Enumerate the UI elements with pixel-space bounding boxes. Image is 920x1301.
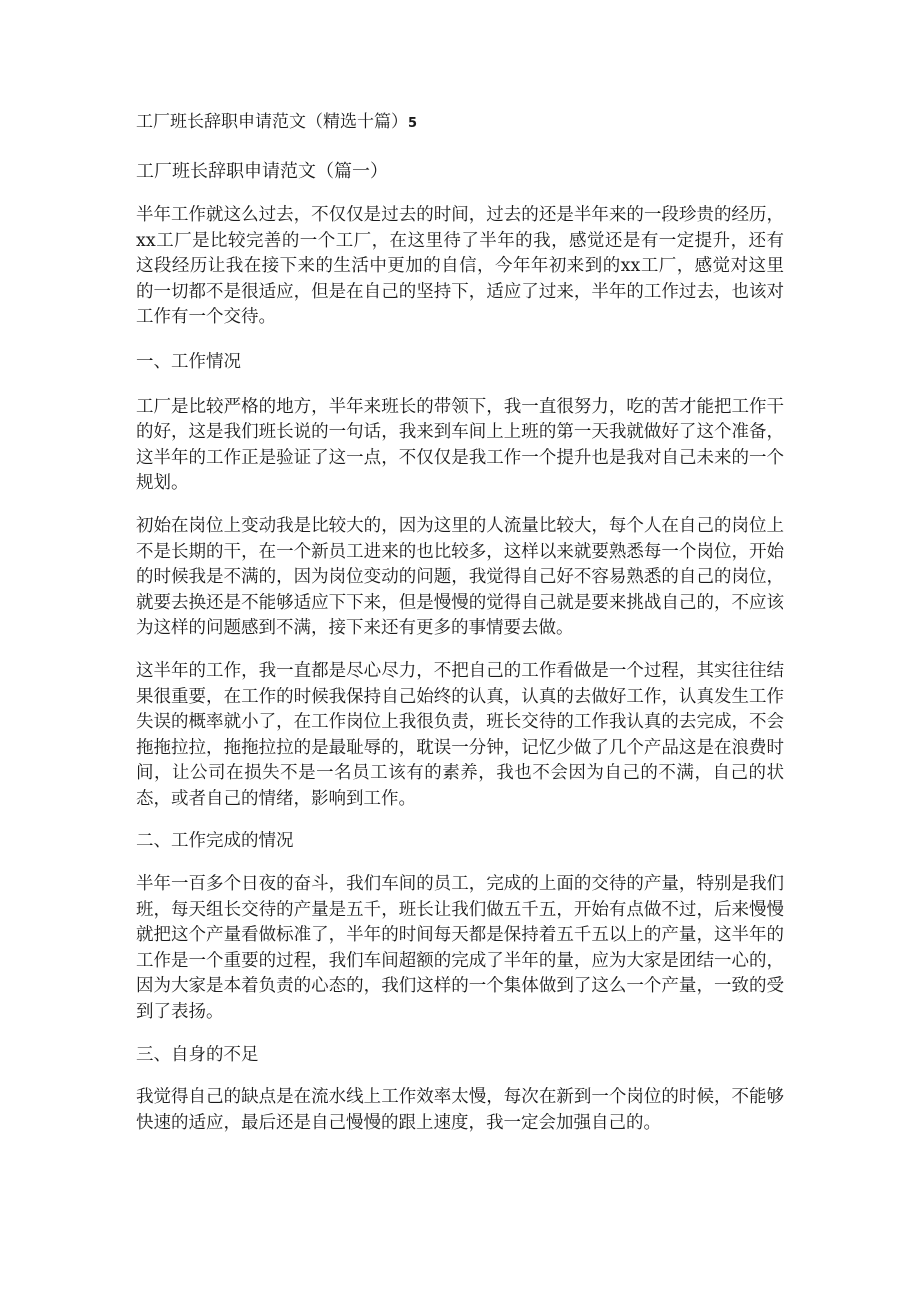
paragraph-shortcomings: 我觉得自己的缺点是在流水线上工作效率太慢，每次在新到一个岗位的时候，不能够快速的适应，最后还是自己慢慢的跟上速度，我一定会加强自己的。 xyxy=(136,1087,784,1133)
paragraph-diligence: 这半年的工作，我一直都是尽心尽力，不把自己的工作看做是一个过程，其实往往结果很重要，在工作的时候我保持自己始终的认真，认真的去做好工作，认真发生工作失误的概率就小了，在工作岗位上我很负责，班长交待的工作我认真的去完成，不会拖拖拉拉，拖拖拉拉的是最耻辱的，耽误一分钟，记忆少做了几个产品这是在浪费时间，让公司在损失不是一名员工该有的素养，我也不会因为自己的不满，自己的状态，或者自己的情绪，影响到工作。 xyxy=(136,660,784,809)
paragraph-work-completion: 半年一百多个日夜的奋斗，我们车间的员工，完成的上面的交待的产量，特别是我们班，每天组长交待的产量是五千，班长让我们做五千五，开始有点做不过，后来慢慢就把这个产量看做标准了，半年的时间每天都是保持着五千五以上的产量，这半年的工作是一个重要的过程，我们车间超额的完成了半年的量，应为大家是团结一心的，因为大家是本着负责的心态的，我们这样的一个集体做到了这么一个产量，一致的受到了表扬。 xyxy=(136,874,784,1023)
section-title: 工厂班长辞职申请范文（篇一） xyxy=(136,161,388,182)
document-page xyxy=(136,105,784,1136)
paragraph-work-situation: 工厂是比较严格的地方，半年来班长的带领下，我一直很努力，吃的苦才能把工作干的好，这是我们班长说的一句话，我来到车间上上班的第一天我就做好了这个准备，这半年的工作正是验证了这一点，不仅仅是我工作一个提升也是我对自己未来的一个规划。 xyxy=(136,396,784,494)
heading-shortcomings: 三、自身的不足 xyxy=(136,1044,259,1065)
heading-work-situation: 一、工作情况 xyxy=(136,351,241,372)
document-title-text: 工厂班长辞职申请范文（精选十篇） xyxy=(136,112,408,132)
heading-work-completion: 二、工作完成的情况 xyxy=(136,831,294,852)
paragraph-position-change: 初始在岗位上变动我是比较大的，因为这里的人流量比较大，每个人在自己的岗位上不是长期的干，在一个新员工进来的也比较多，这样以来就要熟悉每一个岗位，开始的时候我是不满的，因为岗位变动的问题，我觉得自己好不容易熟悉的自己的岗位，就要去换还是不能够适应下下来，但是慢慢的觉得自己就是要来挑战自己的，不应该为这样的问题感到不满，接下来还有更多的事情要去做。 xyxy=(136,515,784,639)
document-title-suffix: 5 xyxy=(408,116,418,131)
intro-paragraph: 半年工作就这么过去，不仅仅是过去的时间，过去的还是半年来的一段珍贵的经历，xx工厂是比较完善的一个工厂，在这里待了半年的我，感觉还是有一定提升，还有这段经历让我在接下来的生活中更加的自信，今年年初来到的xx工厂，感觉对这里的一切都不是很适应，但是在自己的坚持下，适应了过来，半年的工作过去，也该对工作有一个交待。 xyxy=(136,205,784,328)
document-title xyxy=(136,105,784,139)
